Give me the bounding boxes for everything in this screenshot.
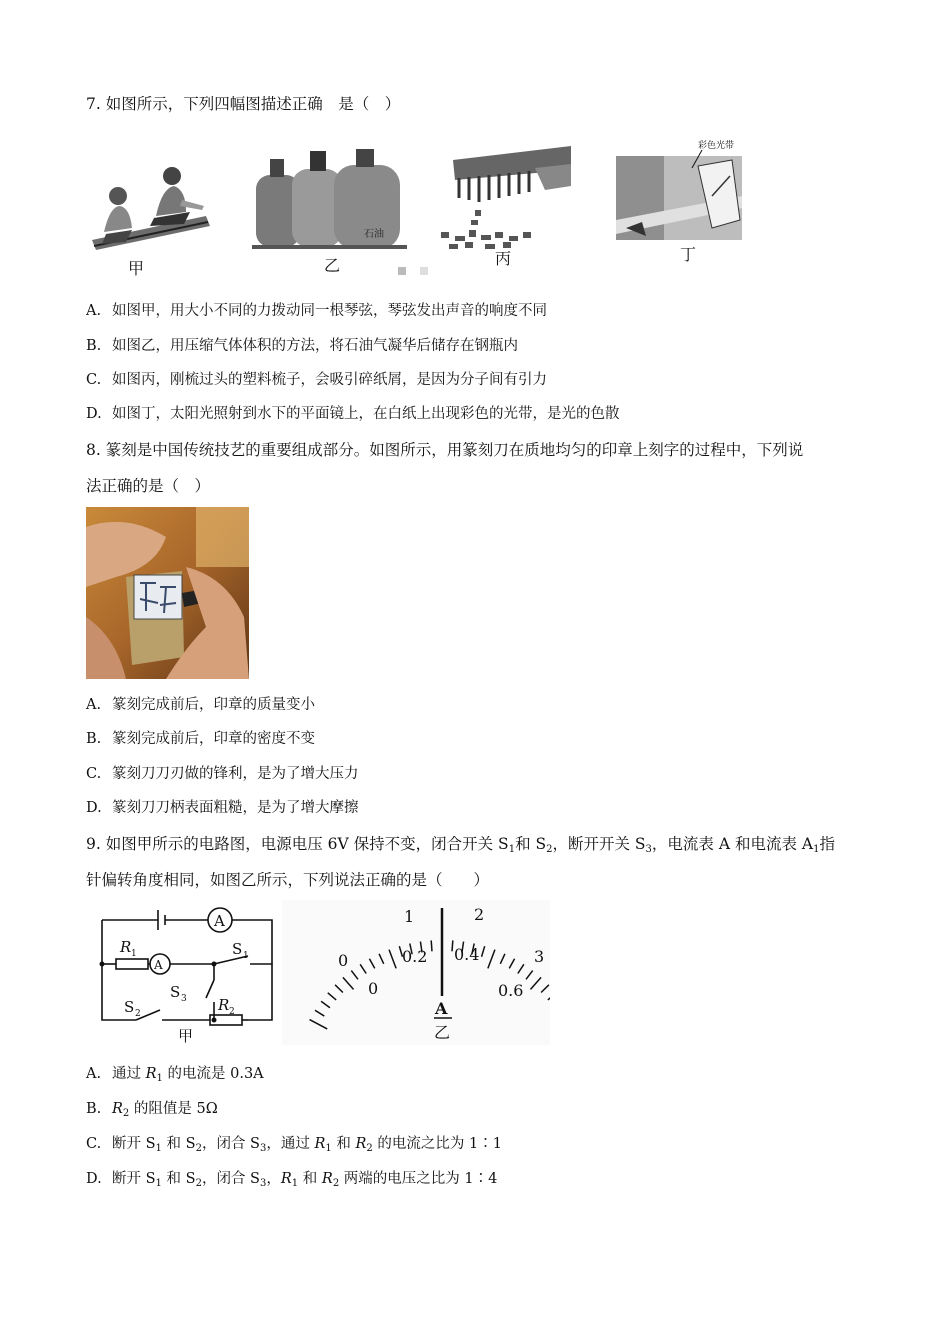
caption-bing: 丙 [495,249,512,268]
svg-text:S: S [170,983,181,1001]
q7-option-c[interactable]: C. 如图丙，刚梳过头的塑料梳子，会吸引碎纸屑，是因为分子间有引力 [86,372,547,388]
svg-text:3: 3 [534,947,545,966]
svg-text:1: 1 [404,907,415,926]
q7-figure-yi [252,145,407,280]
q8-option-a[interactable]: A. 篆刻完成前后，印章的质量变小 [86,697,315,713]
svg-text:0.2: 0.2 [402,947,428,966]
dial-tick [452,940,453,951]
caption-yi: 乙 [324,256,341,275]
q9-ammeter-dial [282,900,550,1045]
q8-seal-carving-photo [86,507,249,679]
caption-ding: 丁 [680,245,697,264]
q9-option-c[interactable]: C. 断开 $S_1$ 和 $S_2$，闭合 $S_3$，通过 $R_1$ 和 $R_2$ 的电流之比为 1∶1 [86,1136,502,1154]
q8-stem-line2: 法正确的是（ ） [86,477,211,495]
svg-text:2: 2 [135,1009,141,1019]
q8-option-c[interactable]: C. 篆刻刀刀刃做的锋利，是为了增大压力 [86,766,359,782]
dial-tick [431,940,432,951]
svg-text:2: 2 [229,1007,235,1017]
q8-option-d[interactable]: D. 篆刻刀刀柄表面粗糙，是为了增大摩擦 [86,800,359,816]
ammeter-a1-label: A [154,958,163,972]
q7-figure-jia [86,150,216,280]
svg-text:R: R [120,938,132,956]
svg-text:1: 1 [131,949,137,959]
svg-text:3: 3 [181,994,187,1004]
q7-option-b[interactable]: B. 如图乙，用压缩气体体积的方法，将石油气凝华后储存在钢瓶内 [86,338,518,354]
q9-circuit-diagram [86,900,276,1045]
svg-text:0.4: 0.4 [454,945,480,964]
svg-text:0: 0 [368,979,379,998]
q8-stem-line1: 8. 篆刻是中国传统技艺的重要组成部分。如图所示，用篆刻刀在质地均匀的印章上刻字的过程中，下列说 [86,441,804,459]
carousel-dot [398,267,406,275]
caption-jia: 甲 [128,259,145,278]
q9-stem-line2: 针偏转角度相同，如图乙所示，下列说法正确的是（ ） [86,871,490,889]
svg-text:1: 1 [243,951,249,961]
svg-text:0.6: 0.6 [498,981,524,1000]
q9-option-b[interactable]: B. $R_2$ 的阻值是 5Ω [86,1101,218,1119]
svg-text:S: S [232,940,243,958]
meter-unit: A [435,999,448,1018]
svg-text:0: 0 [338,951,349,970]
q8-option-b[interactable]: B. 篆刻完成前后，印章的密度不变 [86,731,315,747]
q7-stem: 7. 如图所示，下列四幅图描述正确 是（ ） [86,95,401,113]
q9-option-a[interactable]: A. 通过 $R_1$ 的电流是 0.3A [86,1066,264,1084]
carousel-dot [420,267,428,275]
colored-band-label: 彩色光带 [698,141,735,151]
caption-meter-yi: 乙 [434,1023,451,1042]
svg-text:S: S [124,998,135,1016]
q7-figure-bing [435,140,575,270]
q7-option-d[interactable]: D. 如图丁，太阳光照射到水下的平面镜上，在白纸上出现彩色的光带，是光的色散 [86,406,620,422]
q7-figure-ding [612,136,747,270]
svg-text:2: 2 [474,905,485,924]
caption-circuit-jia: 甲 [178,1027,194,1045]
svg-text:R: R [218,996,230,1014]
q9-option-d[interactable]: D. 断开 $S_1$ 和 $S_2$，闭合 $S_3$，$R_1$ 和 $R_2$ 两端的电压之比为 1∶4 [86,1171,498,1189]
q7-option-a[interactable]: A. 如图甲，用大小不同的力拨动同一根琴弦，琴弦发出声音的响度不同 [86,303,547,319]
q9-stem-line1: 9. 如图甲所示的电路图，电源电压 6V 保持不变，闭合开关 $S_1$和 $S_2$，断开开关 $S_3$，电流表 A 和电流表 $A_1$指 [86,835,835,855]
cylinder-label: 石油 [364,229,384,240]
ammeter-a-label: A [214,912,225,930]
